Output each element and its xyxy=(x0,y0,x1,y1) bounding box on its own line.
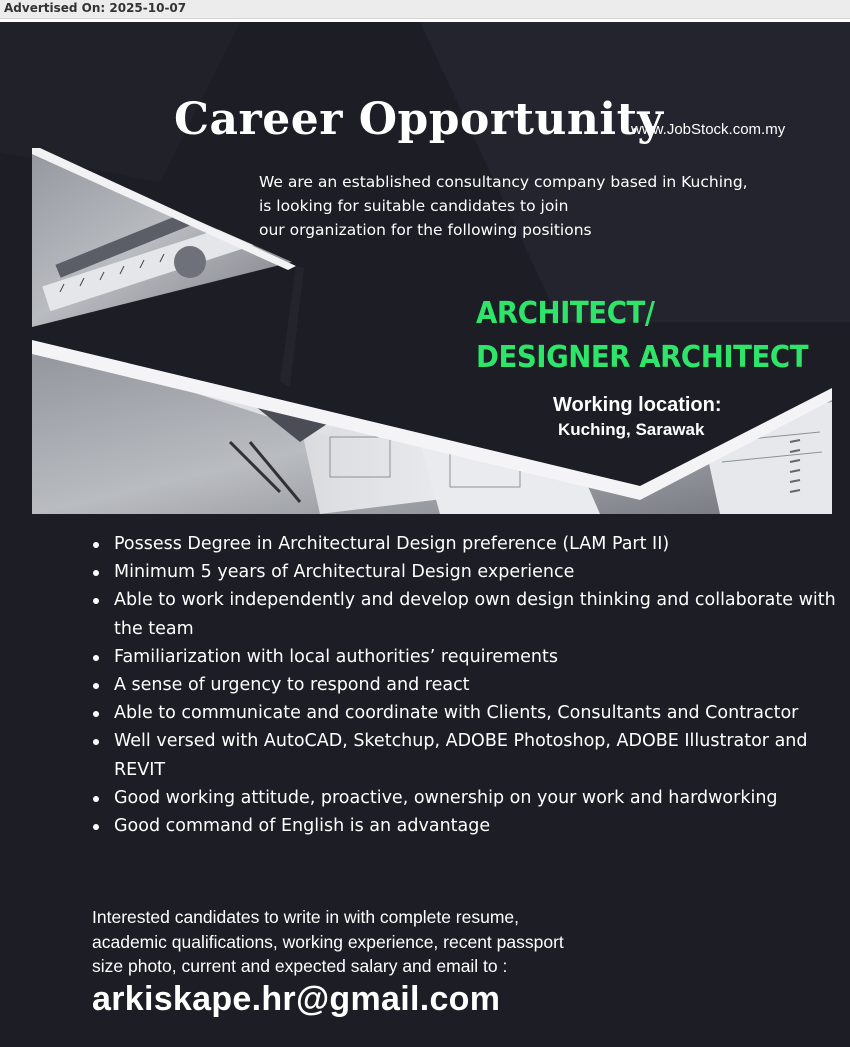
application-instructions xyxy=(92,905,692,979)
list-item: Good command of English is an advantage xyxy=(92,812,850,840)
position-title xyxy=(476,292,808,380)
company-intro xyxy=(259,170,799,242)
apply-line: academic qualifications, working experience, recent passport xyxy=(92,931,564,952)
apply-line: Interested candidates to write in with complete resume, xyxy=(92,907,520,927)
position-title-line2: DESIGNER ARCHITECT xyxy=(476,340,809,375)
intro-line: is looking for suitable candidates to join xyxy=(259,197,569,215)
list-item: Good working attitude, proactive, ownership on your work and hardworking xyxy=(92,784,850,812)
intro-line: our organization for the following positions xyxy=(259,221,592,239)
list-item: Familiarization with local authorities’ requirements xyxy=(92,643,850,671)
working-location-value: Kuching, Sarawak xyxy=(558,420,705,439)
list-item: A sense of urgency to respond and react xyxy=(92,671,850,699)
list-item: Able to communicate and coordinate with Clients, Consultants and Contractor xyxy=(92,699,850,727)
page-title: Career Opportunity xyxy=(174,94,664,145)
website-label: www.JobStock.com.my xyxy=(631,121,786,138)
job-poster xyxy=(0,22,850,1047)
requirements-list xyxy=(92,530,850,840)
position-title-line1: ARCHITECT/ xyxy=(476,296,655,331)
list-item: Minimum 5 years of Architectural Design experience xyxy=(92,558,850,586)
list-item: Able to work independently and develop own design thinking and collaborate with the team xyxy=(92,586,850,642)
advertised-date-label: Advertised On: 2025-10-07 xyxy=(4,1,187,15)
intro-line: We are an established consultancy company based in Kuching, xyxy=(259,173,748,191)
list-item: Well versed with AutoCAD, Sketchup, ADOBE Photoshop, ADOBE Illustrator and REVIT xyxy=(92,727,850,783)
list-item: Possess Degree in Architectural Design preference (LAM Part II) xyxy=(92,530,850,558)
working-location-label: Working location: xyxy=(553,394,722,416)
advertised-date-bar xyxy=(0,0,850,19)
contact-email[interactable]: arkiskape.hr@gmail.com xyxy=(92,980,501,1018)
apply-line: size photo, current and expected salary and email to : xyxy=(92,956,508,976)
